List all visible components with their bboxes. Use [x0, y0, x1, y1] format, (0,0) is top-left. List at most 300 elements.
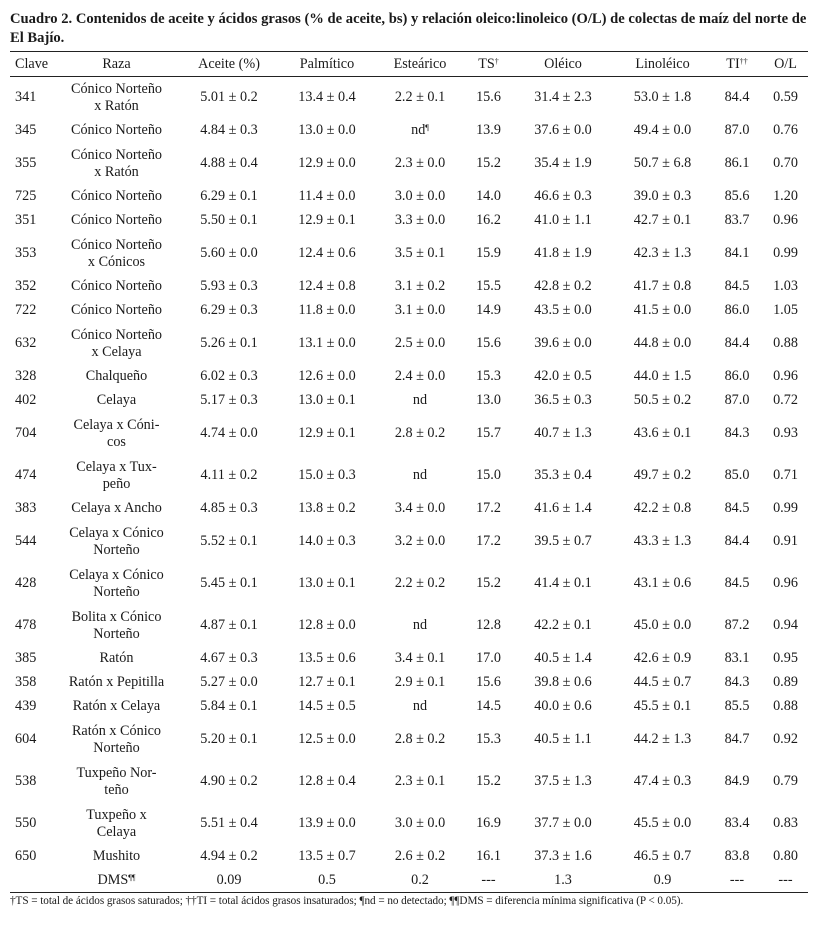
cell-raza — [54, 761, 179, 803]
cell-raza — [54, 521, 179, 563]
cell-oleico: 42.8 ± 0.2 — [534, 278, 592, 294]
cell-oleico: 39.6 ± 0.0 — [534, 335, 592, 351]
cell-clave: 650 — [15, 848, 37, 864]
cell-palmitico: 13.9 ± 0.0 — [298, 815, 356, 831]
cell-ti: 84.9 — [724, 773, 750, 789]
table-row — [10, 497, 808, 521]
cell-raza — [54, 563, 179, 605]
cell-aceite: 4.67 ± 0.3 — [200, 650, 258, 666]
raza-line: Cónico Norteño — [70, 80, 163, 97]
cell-estearico: 3.0 ± 0.0 — [394, 815, 446, 831]
raza-line: Cónico Norteño — [70, 326, 163, 343]
cell-ol: 0.71 — [773, 467, 798, 483]
cell-raza — [54, 299, 179, 323]
cell-palmitico: 12.9 ± 0.1 — [298, 425, 356, 441]
cell-clave: 355 — [15, 155, 37, 171]
cell-aceite: 4.94 ± 0.2 — [200, 848, 258, 864]
table-row — [10, 719, 808, 761]
raza-line: Chalqueño — [85, 368, 148, 384]
cell-ol: 0.76 — [773, 122, 798, 138]
raza-line: Ratón x Celaya — [72, 698, 161, 714]
cell-ts: 16.1 — [476, 848, 501, 864]
cell-ol: 0.89 — [773, 674, 798, 690]
header-ol: O/L — [763, 52, 808, 77]
raza-line: Cónico Norteño — [70, 278, 163, 294]
table-row — [10, 119, 808, 143]
cell-clave: 353 — [15, 245, 37, 261]
cell-ti: 87.2 — [724, 617, 750, 633]
cell-ts: 15.2 — [476, 155, 501, 171]
table-row — [10, 365, 808, 389]
table-row — [10, 143, 808, 185]
cell-ts: 15.9 — [476, 245, 501, 261]
cell-linoleico: 49.4 ± 0.0 — [633, 122, 692, 138]
cell-clave: 725 — [15, 188, 37, 204]
raza-line: Norteño — [93, 739, 140, 756]
cell-palmitico: 12.8 ± 0.0 — [298, 617, 356, 633]
cell-linoleico: 44.0 ± 1.5 — [633, 368, 692, 384]
cell-ol: 0.96 — [773, 212, 798, 228]
header-linoleico: Linoléico — [614, 52, 711, 77]
cell-ol: 0.94 — [773, 617, 798, 633]
cell-clave: 474 — [15, 467, 37, 483]
cell-clave: 604 — [15, 731, 37, 747]
cell-estearico: 3.3 ± 0.0 — [394, 212, 446, 228]
cell-raza — [54, 77, 179, 119]
cell-linoleico: 41.7 ± 0.8 — [633, 278, 692, 294]
cell-ti: 84.7 — [724, 731, 750, 747]
fatty-acids-table — [10, 51, 808, 893]
cell-ol: 0.72 — [773, 392, 798, 408]
raza-line: Norteño — [93, 583, 140, 600]
cell-linoleico: 42.6 ± 0.9 — [633, 650, 692, 666]
raza-line: Norteño — [93, 625, 140, 642]
raza-line: x Celaya — [91, 343, 142, 360]
cell-estearico — [375, 119, 465, 143]
cell-ts: 15.3 — [476, 731, 501, 747]
cell-dms-palmitico: 0.5 — [279, 869, 375, 893]
raza-line: Ratón x Pepitilla — [68, 674, 165, 690]
cell-linoleico: 45.0 ± 0.0 — [633, 617, 692, 633]
table-row — [10, 275, 808, 299]
cell-ts: 15.7 — [476, 425, 501, 441]
table-row — [10, 605, 808, 647]
cell-ti: 86.1 — [724, 155, 750, 171]
cell-estearico: 2.5 ± 0.0 — [394, 335, 446, 351]
table-row — [10, 671, 808, 695]
cell-ts: 17.2 — [476, 500, 501, 516]
header-ts-label: TS — [478, 55, 495, 72]
cell-aceite: 6.02 ± 0.3 — [200, 368, 258, 384]
cell-estearico: 2.2 ± 0.2 — [394, 575, 446, 591]
cell-oleico: 42.0 ± 0.5 — [534, 368, 592, 384]
cell-oleico: 40.5 ± 1.4 — [534, 650, 592, 666]
cell-ts: 15.5 — [476, 278, 501, 294]
cell-clave: 550 — [15, 815, 37, 831]
table-row — [10, 389, 808, 413]
cell-palmitico: 13.5 ± 0.7 — [298, 848, 356, 864]
cell-ti: 83.8 — [724, 848, 750, 864]
cell-palmitico: 12.8 ± 0.4 — [298, 773, 356, 789]
cell-aceite: 5.51 ± 0.4 — [200, 815, 258, 831]
table-row — [10, 563, 808, 605]
cell-ti: 83.4 — [724, 815, 750, 831]
cell-ts: 15.6 — [476, 335, 501, 351]
cell-estearico: nd — [412, 392, 428, 408]
cell-palmitico: 12.5 ± 0.0 — [298, 731, 356, 747]
cell-ol: 0.83 — [773, 815, 798, 831]
cell-raza — [54, 413, 179, 455]
cell-estearico: 3.0 ± 0.0 — [394, 188, 446, 204]
cell-palmitico: 13.8 ± 0.2 — [298, 500, 356, 516]
cell-ts: 16.2 — [476, 212, 501, 228]
cell-aceite: 4.90 ± 0.2 — [200, 773, 258, 789]
cell-ti: 84.5 — [724, 575, 750, 591]
raza-line: teño — [104, 781, 129, 798]
cell-dms-estearico: 0.2 — [375, 869, 465, 893]
cell-palmitico: 12.4 ± 0.6 — [298, 245, 356, 261]
raza-line: Celaya — [96, 392, 137, 408]
cell-ts: 15.0 — [476, 467, 501, 483]
cell-ol: 0.70 — [773, 155, 798, 171]
cell-estearico: 2.9 ± 0.1 — [394, 674, 446, 690]
cell-dms-linoleico: 0.9 — [614, 869, 711, 893]
cell-ol: 0.79 — [773, 773, 798, 789]
table-row — [10, 413, 808, 455]
cell-linoleico: 50.7 ± 6.8 — [633, 155, 692, 171]
cell-ts: 13.0 — [476, 392, 501, 408]
cell-palmitico: 15.0 ± 0.3 — [298, 467, 356, 483]
cell-raza — [54, 209, 179, 233]
cell-clave: 358 — [15, 674, 37, 690]
cell-raza — [54, 605, 179, 647]
table-row — [10, 185, 808, 209]
dms-mark: ¶¶ — [128, 872, 136, 882]
cell-linoleico: 45.5 ± 0.0 — [633, 815, 692, 831]
cell-linoleico: 44.5 ± 0.7 — [633, 674, 692, 690]
cell-clave: 341 — [15, 89, 37, 106]
cell-linoleico: 41.5 ± 0.0 — [633, 302, 692, 318]
cell-aceite: 4.74 ± 0.0 — [200, 425, 258, 441]
table-row — [10, 233, 808, 275]
cell-linoleico: 39.0 ± 0.3 — [633, 188, 692, 204]
cell-aceite: 5.93 ± 0.3 — [200, 278, 258, 294]
cell-estearico: 3.4 ± 0.1 — [394, 650, 446, 666]
cell-ol: 0.59 — [773, 89, 798, 106]
table-row — [10, 521, 808, 563]
cell-oleico: 39.5 ± 0.7 — [534, 533, 592, 549]
cell-oleico: 40.0 ± 0.6 — [534, 698, 592, 714]
cell-linoleico: 44.2 ± 1.3 — [633, 731, 692, 747]
cell-clave: 383 — [15, 500, 37, 516]
cell-ti: 86.0 — [724, 302, 750, 318]
header-palmitico: Palmítico — [279, 52, 375, 77]
cell-palmitico: 12.4 ± 0.8 — [298, 278, 356, 294]
cell-ts: 15.3 — [476, 368, 501, 384]
cell-estearico: 2.8 ± 0.2 — [394, 731, 446, 747]
cell-ts: 15.2 — [476, 773, 501, 789]
cell-estearico: 3.1 ± 0.0 — [394, 302, 446, 318]
cell-estearico: 2.4 ± 0.0 — [394, 368, 446, 384]
cell-linoleico: 46.5 ± 0.7 — [633, 848, 692, 864]
cell-oleico: 41.8 ± 1.9 — [534, 245, 592, 261]
cell-ol: 0.99 — [773, 245, 798, 261]
cell-ol: 0.96 — [773, 575, 798, 591]
cell-clave: 345 — [15, 122, 37, 138]
cell-ol: 0.99 — [773, 500, 798, 516]
cell-raza — [54, 389, 179, 413]
cell-aceite: 4.88 ± 0.4 — [200, 155, 258, 171]
raza-line: Ratón x Cónico — [71, 722, 162, 739]
header-ti-mark: †† — [739, 56, 748, 66]
cell-ti: 84.3 — [724, 674, 750, 690]
cell-estearico: nd — [412, 698, 428, 714]
raza-line: Celaya x Ancho — [71, 500, 162, 516]
table-footnote: †TS = total de ácidos grasos saturados; ††TI = total ácidos grasos insaturados; ¶nd = no detectado; ¶¶DMS = diferencia mínima significativa (P < 0.05). — [10, 895, 684, 907]
cell-oleico: 41.6 ± 1.4 — [534, 500, 592, 516]
table-body — [10, 77, 808, 893]
cell-ti: 87.0 — [724, 122, 750, 138]
cell-palmitico: 13.1 ± 0.0 — [298, 335, 356, 351]
cell-clave: 439 — [15, 698, 37, 714]
cell-oleico: 37.5 ± 1.3 — [534, 773, 592, 789]
cell-estearico: 2.8 ± 0.2 — [394, 425, 446, 441]
cell-oleico: 31.4 ± 2.3 — [534, 89, 592, 106]
cell-ts: 13.9 — [476, 122, 501, 138]
cell-palmitico: 13.5 ± 0.6 — [298, 650, 356, 666]
cell-raza — [54, 143, 179, 185]
table-row — [10, 647, 808, 671]
cell-oleico: 40.7 ± 1.3 — [534, 425, 592, 441]
raza-line: Tuxpeño Nor- — [76, 764, 157, 781]
raza-line: Cónico Norteño — [70, 302, 163, 318]
raza-line: Cónico Norteño — [70, 188, 163, 204]
cell-aceite: 5.01 ± 0.2 — [200, 89, 258, 106]
raza-line: cos — [107, 433, 126, 450]
cell-ti: 87.0 — [724, 392, 750, 408]
cell-oleico: 37.3 ± 1.6 — [534, 848, 592, 864]
cell-raza — [54, 719, 179, 761]
header-clave: Clave — [10, 52, 54, 77]
cell-palmitico: 11.4 ± 0.0 — [298, 188, 356, 204]
cell-oleico: 42.2 ± 0.1 — [534, 617, 592, 633]
cell-aceite: 6.29 ± 0.3 — [200, 302, 258, 318]
cell-raza — [54, 695, 179, 719]
cell-raza — [54, 497, 179, 521]
cell-estearico: 2.2 ± 0.1 — [394, 89, 446, 106]
cell-estearico: nd — [412, 467, 428, 483]
cell-palmitico: 14.5 ± 0.5 — [298, 698, 356, 714]
cell-linoleico: 45.5 ± 0.1 — [633, 698, 692, 714]
cell-ti: 84.1 — [724, 245, 750, 261]
dms-label: DMS — [97, 871, 129, 888]
cell-oleico: 35.4 ± 1.9 — [534, 155, 592, 171]
raza-line: Cónico Norteño — [70, 122, 163, 138]
raza-line: Tuxpeño x — [86, 806, 147, 823]
raza-line: Norteño — [93, 541, 140, 558]
cell-clave: 428 — [15, 575, 37, 591]
cell-clave: 328 — [15, 368, 37, 384]
cell-clave: 478 — [15, 617, 37, 633]
cell-aceite: 4.84 ± 0.3 — [200, 122, 258, 138]
raza-line: x Cónicos — [87, 253, 146, 270]
table-row — [10, 77, 808, 119]
cell-oleico: 36.5 ± 0.3 — [534, 392, 592, 408]
cell-linoleico: 42.2 ± 0.8 — [633, 500, 692, 516]
cell-oleico: 39.8 ± 0.6 — [534, 674, 592, 690]
header-ti-label: TI — [726, 55, 740, 72]
cell-linoleico: 43.6 ± 0.1 — [633, 425, 692, 441]
cell-aceite: 5.60 ± 0.0 — [200, 245, 258, 261]
cell-aceite: 5.17 ± 0.3 — [200, 392, 258, 408]
cell-aceite: 5.45 ± 0.1 — [200, 575, 258, 591]
cell-clave: 538 — [15, 773, 37, 789]
cell-dms-ts: --- — [465, 869, 512, 893]
cell-aceite: 5.27 ± 0.0 — [200, 674, 258, 690]
cell-estearico: nd — [412, 617, 428, 633]
cell-raza — [54, 455, 179, 497]
cell-linoleico: 42.3 ± 1.3 — [633, 245, 692, 261]
cell-raza — [54, 365, 179, 389]
cell-ts: 12.8 — [476, 617, 501, 633]
cell-oleico: 41.4 ± 0.1 — [534, 575, 592, 591]
cell-dms-clave — [10, 869, 54, 893]
cell-ti: 85.0 — [724, 467, 750, 483]
cell-raza — [54, 119, 179, 143]
cell-ti: 83.1 — [724, 650, 750, 666]
cell-ti: 84.3 — [724, 425, 750, 441]
cell-ol: 0.88 — [773, 335, 798, 351]
cell-ts: 14.0 — [476, 188, 501, 204]
cell-linoleico: 44.8 ± 0.0 — [633, 335, 692, 351]
cell-raza — [54, 647, 179, 671]
table-row — [10, 695, 808, 719]
cell-palmitico: 12.9 ± 0.0 — [298, 155, 356, 171]
cell-palmitico: 14.0 ± 0.3 — [298, 533, 356, 549]
cell-ol: 1.20 — [773, 188, 798, 204]
table-row — [10, 455, 808, 497]
cell-ti: 84.4 — [724, 89, 750, 106]
cell-linoleico: 42.7 ± 0.1 — [633, 212, 692, 228]
cell-ts: 15.6 — [476, 674, 501, 690]
raza-line: Celaya x Cónico — [69, 566, 164, 583]
cell-ol: 0.93 — [773, 425, 798, 441]
cell-palmitico: 11.8 ± 0.0 — [298, 302, 356, 318]
cell-ol: 1.03 — [773, 278, 798, 294]
cell-ts: 15.6 — [476, 89, 501, 106]
header-ts-mark: † — [494, 56, 499, 66]
raza-line: x Ratón — [94, 97, 139, 114]
cell-clave: 385 — [15, 650, 37, 666]
header-ts — [465, 52, 512, 77]
cell-ol: 0.95 — [773, 650, 798, 666]
cell-oleico: 43.5 ± 0.0 — [534, 302, 592, 318]
cell-estearico: 3.4 ± 0.0 — [394, 500, 446, 516]
cell-estearico: 3.1 ± 0.2 — [394, 278, 446, 294]
cell-palmitico: 13.0 ± 0.0 — [298, 122, 356, 138]
table-row — [10, 761, 808, 803]
cell-estearico: 2.3 ± 0.0 — [394, 155, 446, 171]
cell-linoleico: 50.5 ± 0.2 — [633, 392, 692, 408]
cell-raza — [54, 233, 179, 275]
cell-aceite: 5.84 ± 0.1 — [200, 698, 258, 714]
raza-line: Bolita x Cónico — [71, 608, 162, 625]
table-row — [10, 299, 808, 323]
cell-clave: 632 — [15, 335, 37, 351]
cell-estearico: 2.3 ± 0.1 — [394, 773, 446, 789]
raza-line: Celaya x Tux- — [76, 458, 157, 475]
cell-linoleico: 43.3 ± 1.3 — [633, 533, 692, 549]
cell-oleico: 46.6 ± 0.3 — [534, 188, 592, 204]
header-ti — [711, 52, 763, 77]
cell-palmitico: 12.9 ± 0.1 — [298, 212, 356, 228]
cell-raza — [54, 323, 179, 365]
estearico-mark: ¶ — [425, 123, 429, 132]
raza-line: Celaya x Cónico — [69, 524, 164, 541]
cell-aceite: 5.26 ± 0.1 — [200, 335, 258, 351]
cell-aceite: 5.50 ± 0.1 — [200, 212, 258, 228]
cell-palmitico: 13.0 ± 0.1 — [298, 575, 356, 591]
header-row — [10, 52, 808, 77]
cell-estearico: 3.5 ± 0.1 — [394, 245, 446, 261]
cell-palmitico: 12.6 ± 0.0 — [298, 368, 356, 384]
cell-oleico: 40.5 ± 1.1 — [534, 731, 592, 747]
cell-aceite: 5.52 ± 0.1 — [200, 533, 258, 549]
header-raza: Raza — [54, 52, 179, 77]
dms-row — [10, 869, 808, 893]
cell-aceite: 5.20 ± 0.1 — [200, 731, 258, 747]
header-estearico: Esteárico — [375, 52, 465, 77]
cell-ti: 84.4 — [724, 533, 750, 549]
table-row — [10, 323, 808, 365]
cell-ol: 0.88 — [773, 698, 798, 714]
cell-aceite: 4.85 ± 0.3 — [200, 500, 258, 516]
cell-oleico: 35.3 ± 0.4 — [534, 467, 592, 483]
cell-raza — [54, 671, 179, 695]
cell-oleico: 37.6 ± 0.0 — [534, 122, 592, 138]
raza-line: Celaya — [96, 823, 137, 840]
cell-ti: 83.7 — [724, 212, 750, 228]
header-aceite: Aceite (%) — [179, 52, 279, 77]
cell-dms-oleico: 1.3 — [512, 869, 614, 893]
cell-raza — [54, 275, 179, 299]
cell-dms-label — [54, 869, 179, 893]
cell-ts: 14.5 — [476, 698, 501, 714]
cell-raza — [54, 803, 179, 845]
estearico-value: nd — [411, 122, 426, 138]
cell-aceite: 6.29 ± 0.1 — [200, 188, 258, 204]
cell-ti: 85.5 — [724, 698, 750, 714]
cell-ti: 84.5 — [724, 500, 750, 516]
cell-ol: 0.92 — [773, 731, 798, 747]
cell-linoleico: 49.7 ± 0.2 — [633, 467, 692, 483]
cell-clave: 704 — [15, 425, 37, 441]
cell-dms-aceite: 0.09 — [179, 869, 279, 893]
cell-clave: 722 — [15, 302, 37, 318]
cell-ol: 0.80 — [773, 848, 798, 864]
cell-clave: 544 — [15, 533, 37, 549]
raza-line: Celaya x Cóni- — [73, 416, 160, 433]
cell-ti: 85.6 — [724, 188, 750, 204]
cell-ts: 17.2 — [476, 533, 501, 549]
cell-palmitico: 12.7 ± 0.1 — [298, 674, 356, 690]
cell-clave: 352 — [15, 278, 37, 294]
cell-linoleico: 53.0 ± 1.8 — [633, 89, 692, 106]
table-row — [10, 845, 808, 869]
raza-line: Cónico Norteño — [70, 212, 163, 228]
cell-linoleico: 43.1 ± 0.6 — [633, 575, 692, 591]
raza-line: peño — [102, 475, 131, 492]
